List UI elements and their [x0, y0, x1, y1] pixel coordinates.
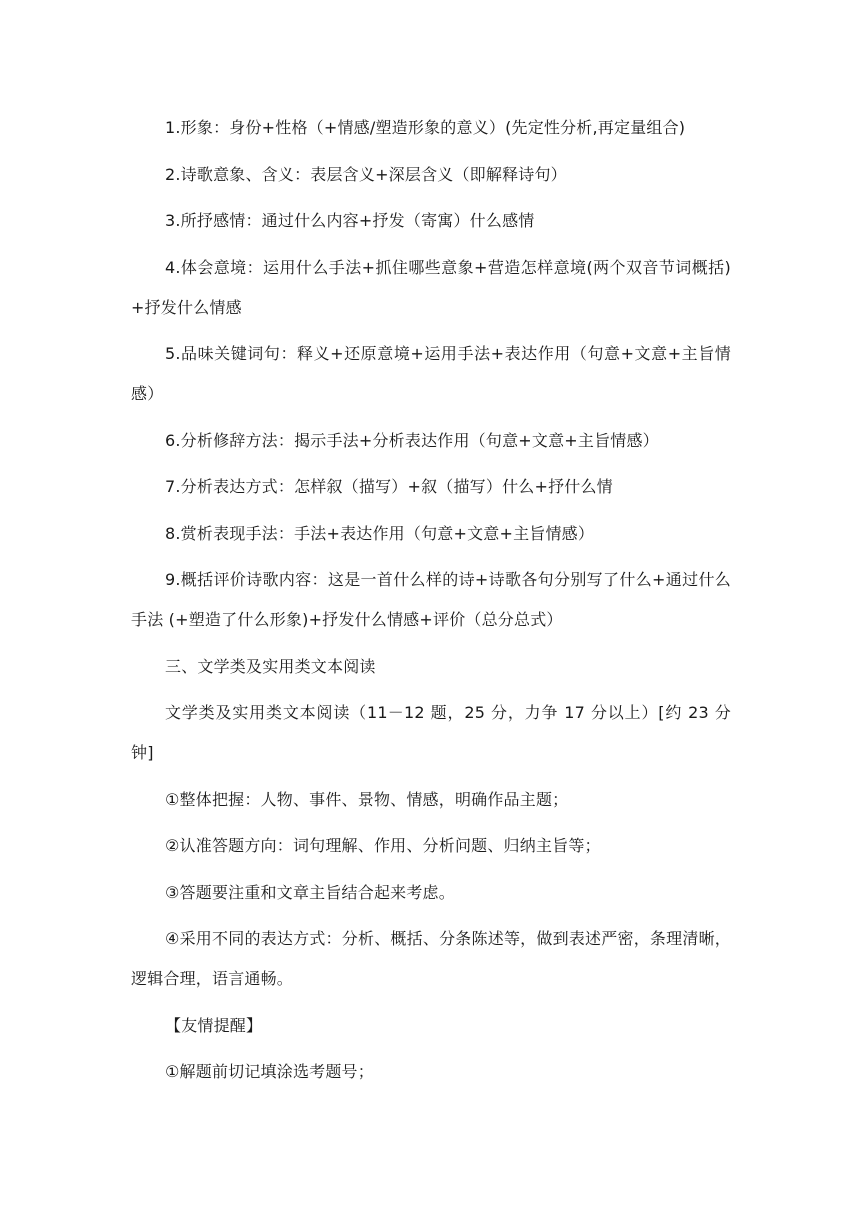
paragraph-rhetoric: 6.分析修辞方法：揭示手法+分析表达作用（句意+文意+主旨情感）	[165, 430, 659, 450]
list-item: ③答题要注重和文章主旨结合起来考虑。	[165, 882, 455, 902]
paragraph-emotion: 3.所抒感情：通过什么内容+抒发（寄寓）什么感情	[165, 211, 535, 230]
list-item: ①整体把握：人物、事件、景物、情感，明确作品主题；	[165, 789, 569, 809]
reminder-heading: 【友情提醒】	[165, 1015, 263, 1035]
section-heading: 三、文学类及实用类文本阅读	[165, 656, 376, 676]
list-item: ②认准答题方向：词句理解、作用、分析问题、归纳主旨等；	[165, 836, 601, 855]
paragraph-expression-mode: 7.分析表达方式：怎样叙（描写）+叙（描写）什么+抒什么情	[165, 477, 613, 496]
list-item: ①解题前切记填涂选考题号；	[165, 1062, 374, 1081]
paragraph-imagery-meaning: 2.诗歌意象、含义：表层含义+深层含义（即解释诗句）	[165, 164, 567, 184]
paragraph-technique: 8.赏析表现手法：手法+表达作用（句意+文意+主旨情感）	[165, 523, 595, 543]
paragraph-artistic-conception: 4.体会意境：运用什么手法+抓住哪些意象+营造怎样意境(两个双音节词概括)+抒发什么情感	[131, 257, 731, 317]
paragraph-content-evaluation: 9.概括评价诗歌内容：这是一首什么样的诗+诗歌各句分别写了什么+通过什么手法 (+塑造了什么形象)+抒发什么情感+评价（总分总式）	[131, 570, 731, 629]
paragraph-reading-intro: 文学类及实用类文本阅读（11－12 题，25 分，力争 17 分以上）[约 23 分钟]	[131, 703, 731, 762]
document-body	[131, 108, 731, 1099]
paragraph-key-words: 5.品味关键词句：释义+还原意境+运用手法+表达作用（句意+文意+主旨情感）	[131, 344, 731, 403]
paragraph-shape-analysis: 1.形象：身份+性格（+情感/塑造形象的意义）(先定性分析,再定量组合)	[165, 118, 686, 137]
list-item: ④采用不同的表达方式：分析、概括、分条陈述等，做到表述严密，条理清晰，逻辑合理，语言通畅。	[131, 929, 731, 988]
